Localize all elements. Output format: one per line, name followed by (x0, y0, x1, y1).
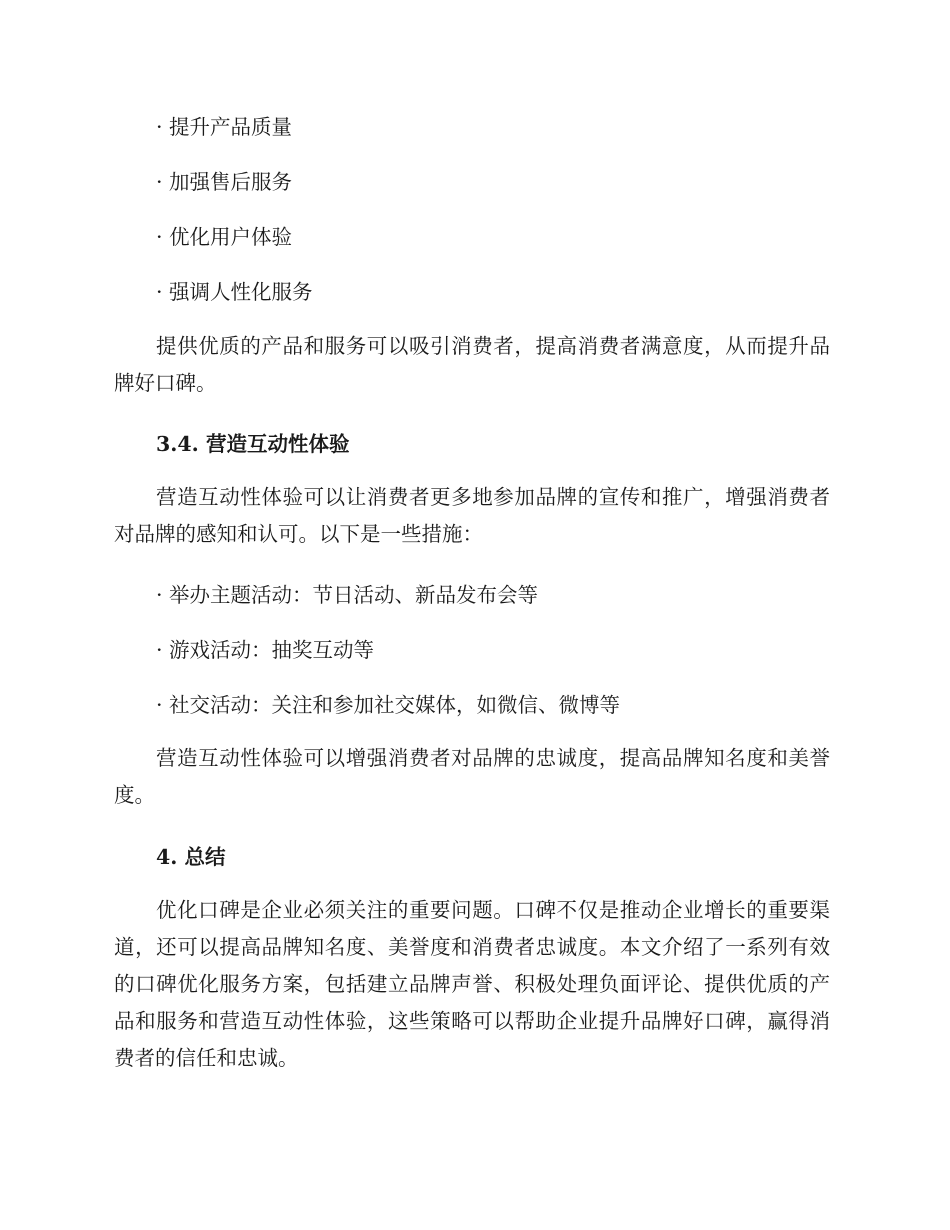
bullet-item-game-events: · 游戏活动：抽奖互动等 (156, 638, 375, 662)
paragraph-interaction-intro: 营造互动性体验可以让消费者更多地参加品牌的宣传和推广，增强消费者对品牌的感知和认可。以下是一些措施： (114, 485, 830, 546)
section-heading-4: 4. 总结 (156, 845, 226, 869)
section-heading-3-4: 3.4. 营造互动性体验 (156, 432, 350, 456)
bullet-item-after-sales: · 加强售后服务 (156, 170, 293, 194)
bullet-item-user-experience: · 优化用户体验 (156, 225, 293, 249)
paragraph-interaction-conclusion: 营造互动性体验可以增强消费者对品牌的忠诚度，提高品牌知名度和美誉度。 (114, 746, 830, 807)
bullet-item-product-quality: · 提升产品质量 (156, 115, 293, 139)
paragraph-quality-conclusion: 提供优质的产品和服务可以吸引消费者，提高消费者满意度，从而提升品牌好口碑。 (114, 334, 830, 395)
bullet-item-theme-events: · 举办主题活动：节日活动、新品发布会等 (156, 583, 539, 607)
bullet-item-social-events: · 社交活动：关注和参加社交媒体，如微信、微博等 (156, 693, 621, 717)
bullet-item-humanized-service: · 强调人性化服务 (156, 280, 313, 304)
paragraph-summary: 优化口碑是企业必须关注的重要问题。口碑不仅是推动企业增长的重要渠道，还可以提高品牌知名度、美誉度和消费者忠诚度。本文介绍了一系列有效的口碑优化服务方案，包括建立品牌声誉、积极处理负面评论、提供优质的产品和服务和营造互动性体验，这些策略可以帮助企业提升品牌好口碑，赢得消费者的信任和忠诚。 (114, 898, 830, 1070)
